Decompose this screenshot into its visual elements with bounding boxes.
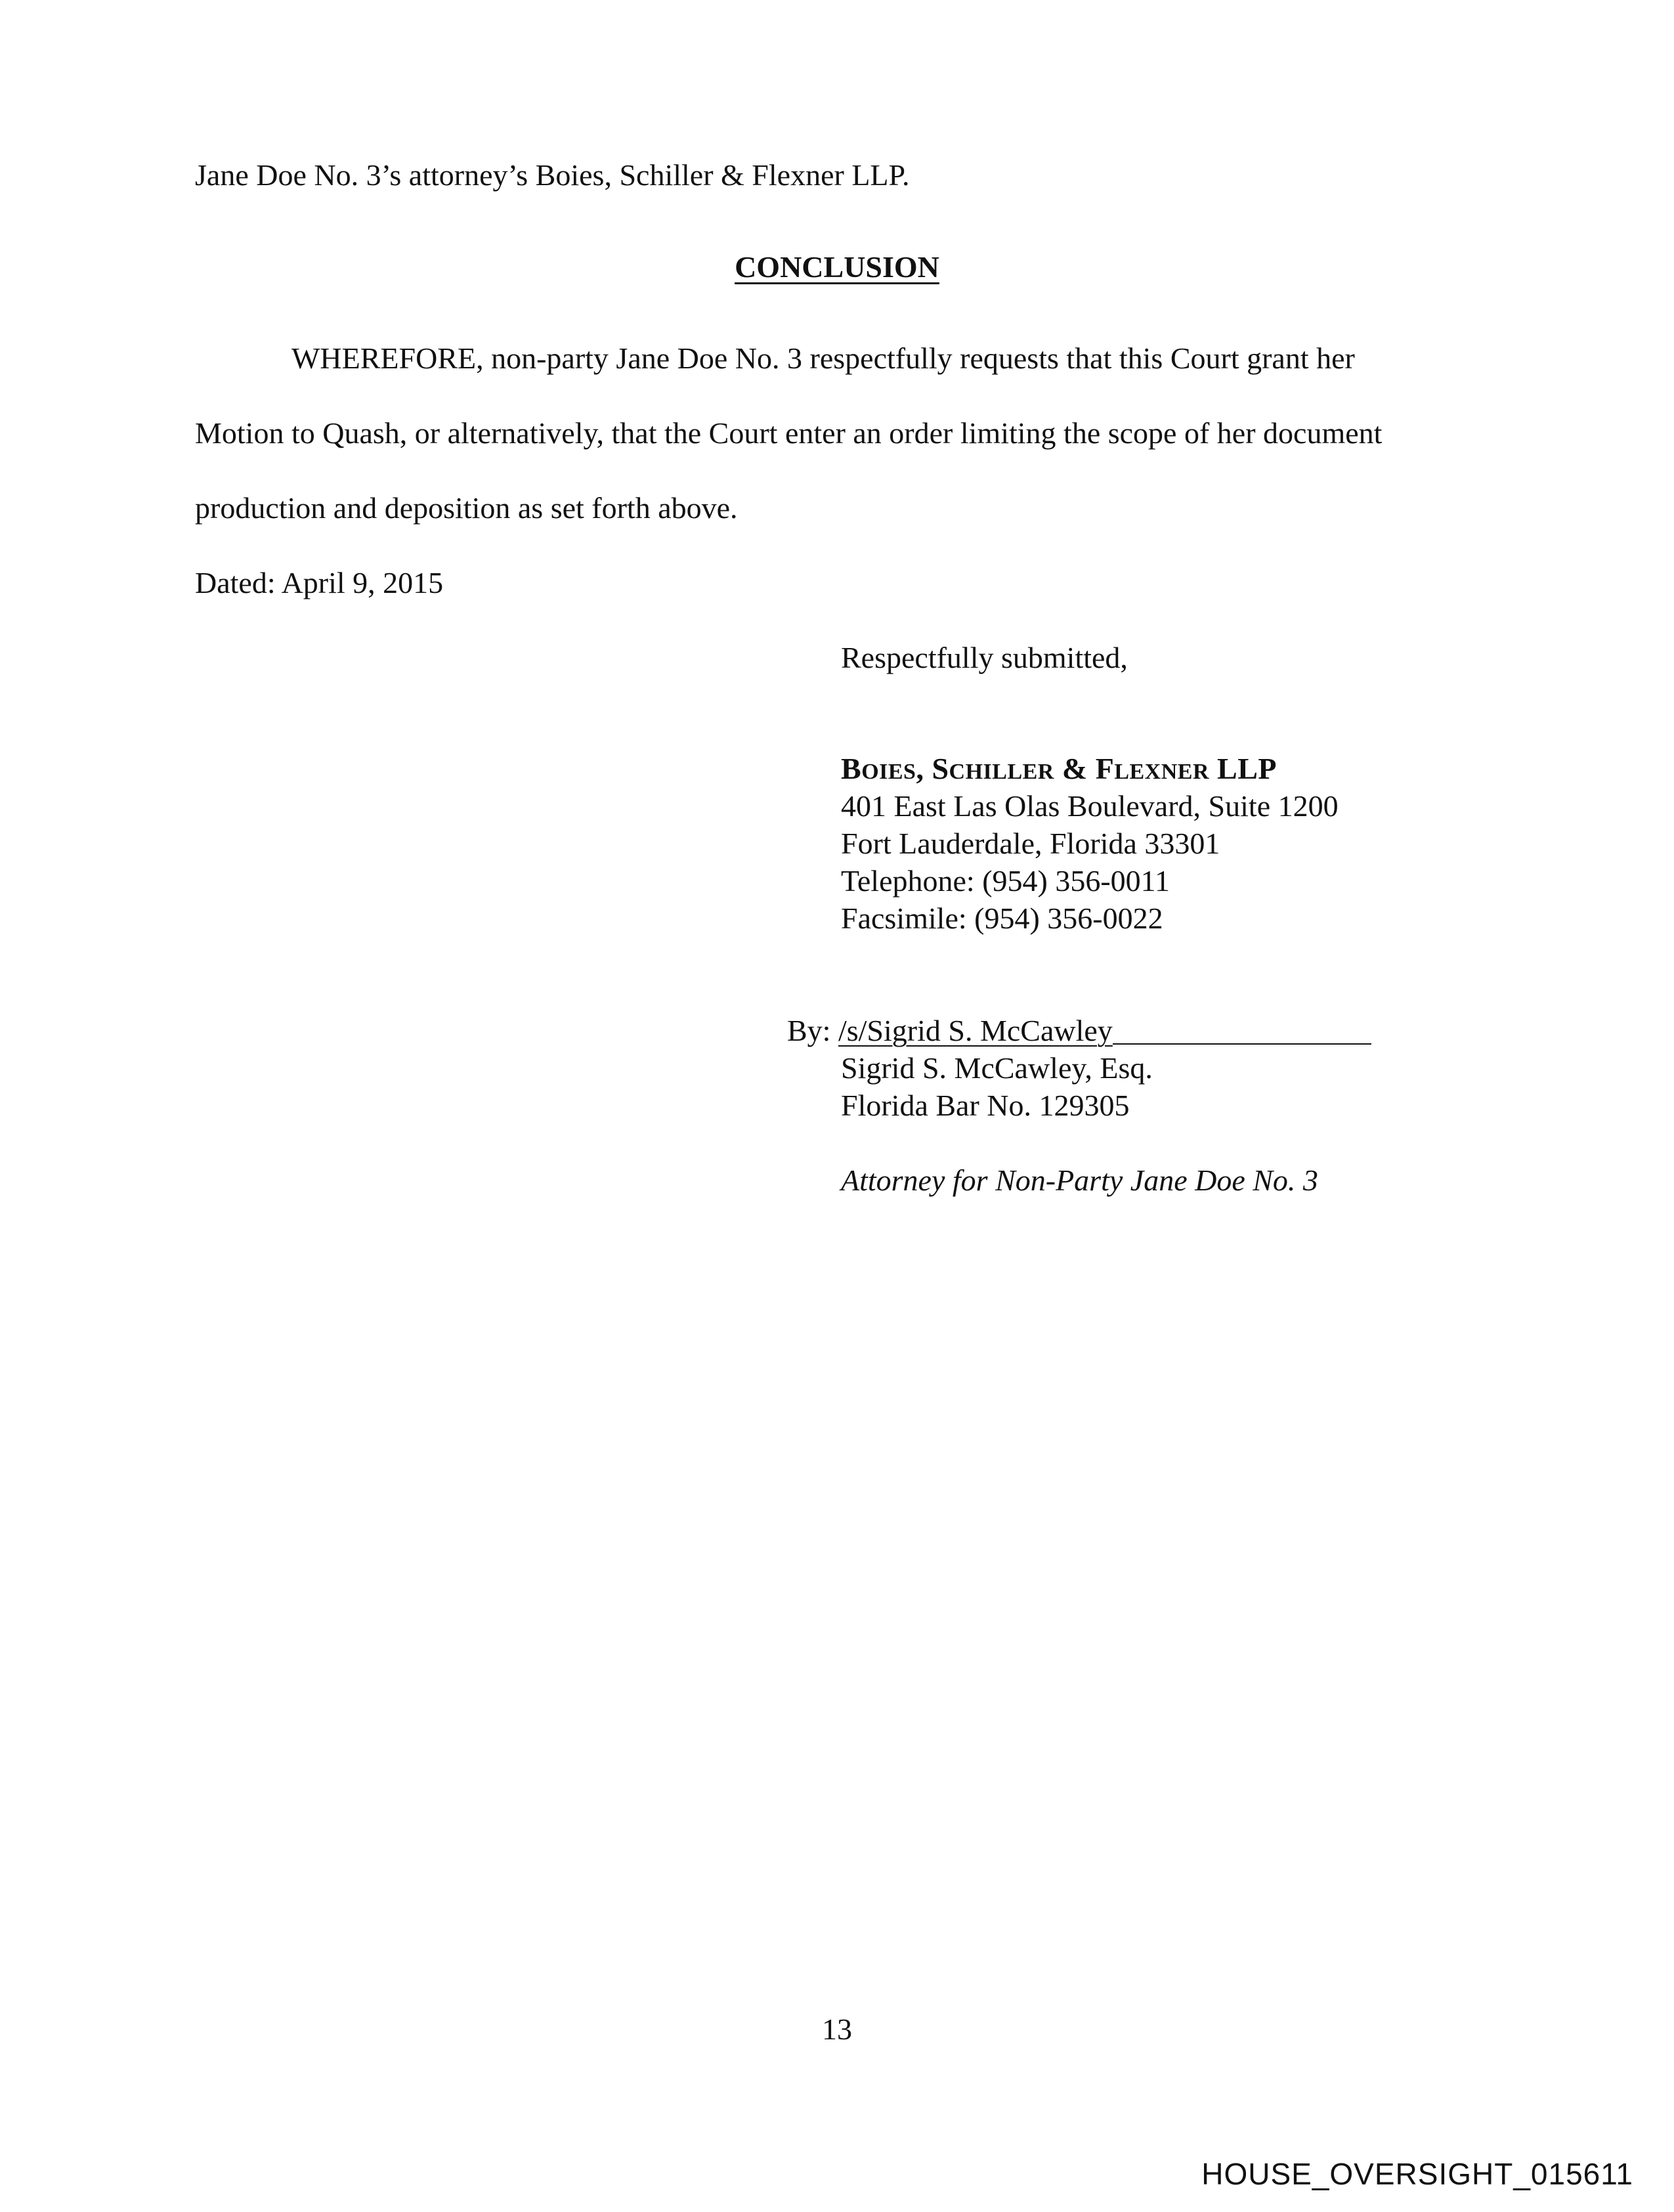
dated-line: Dated: April 9, 2015 bbox=[195, 566, 444, 599]
firm-address-line-1: 401 East Las Olas Boulevard, Suite 1200 bbox=[841, 789, 1339, 823]
body-line-2: Motion to Quash, or alternatively, that the Court enter an order limiting the scope of her document bbox=[195, 416, 1383, 450]
body-line-3: production and deposition as set forth above. bbox=[195, 491, 738, 525]
bates-number: HOUSE_OVERSIGHT_015611 bbox=[1201, 2157, 1633, 2191]
by-label: By: bbox=[787, 1014, 838, 1047]
body-line-1: WHEREFORE, non-party Jane Doe No. 3 respectfully requests that this Court grant her bbox=[291, 341, 1355, 375]
signature-line bbox=[787, 1012, 1371, 1050]
firm-name: BOIES, SCHILLER & FLEXNER LLP bbox=[841, 752, 1277, 785]
firm-address-line-2: Fort Lauderdale, Florida 33301 bbox=[841, 827, 1220, 860]
closing-line: Respectfully submitted, bbox=[841, 641, 1128, 674]
firm-telephone: Telephone: (954) 356-0011 bbox=[841, 864, 1170, 898]
section-heading: CONCLUSION bbox=[735, 250, 939, 284]
page-number: 13 bbox=[822, 2012, 852, 2046]
signer-role: Attorney for Non-Party Jane Doe No. 3 bbox=[841, 1163, 1318, 1197]
signature-rule bbox=[1113, 1043, 1371, 1045]
signer-bar-number: Florida Bar No. 129305 bbox=[841, 1089, 1130, 1122]
firm-facsimile: Facsimile: (954) 356-0022 bbox=[841, 901, 1163, 935]
electronic-signature: /s/Sigrid S. McCawley bbox=[838, 1014, 1113, 1047]
carryover-line: Jane Doe No. 3’s attorney’s Boies, Schiller & Flexner LLP. bbox=[195, 158, 910, 192]
signer-name: Sigrid S. McCawley, Esq. bbox=[841, 1051, 1153, 1085]
